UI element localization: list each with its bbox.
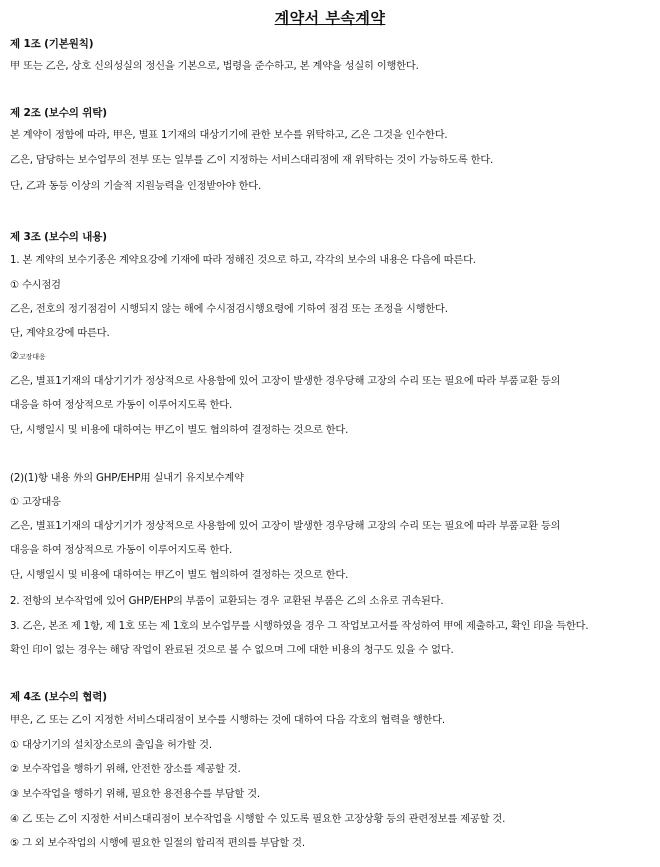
body-line: 단, 계약요강에 따른다. [10, 328, 110, 339]
body-line: 단, 乙과 동등 이상의 기술적 지원능력을 인정받아야 한다. [10, 181, 262, 192]
body-line: 대응을 하여 정상적으로 가동이 이루어지도록 한다. [10, 545, 233, 556]
body-line: ③ 보수작업을 행하기 위해, 필요한 용전용수를 부담할 것. [10, 789, 260, 800]
body-line: (2)(1)항 내용 外의 GHP/EHP用 실내기 유지보수계약 [10, 473, 244, 484]
body-line [10, 351, 45, 363]
body-line: ⑤ 그 외 보수작업의 시행에 필요한 일절의 합리적 편의를 부담할 것. [10, 838, 305, 849]
section-heading: 제 1조 (기본원칙) [10, 38, 94, 50]
body-line: 甲 또는 乙은, 상호 신의성실의 정신을 기본으로, 법령을 준수하고, 본 계약을 성실히 이행한다. [10, 61, 419, 72]
body-line: ④ 乙 또는 乙이 지정한 서비스대리점이 보수작업을 시행할 수 있도록 필요한 고장상황 등의 관련정보를 제공할 것. [10, 814, 506, 825]
body-line: 단, 시행일시 및 비용에 대하여는 甲乙이 별도 협의하여 결정하는 것으로 한다. [10, 570, 349, 581]
body-line: ① 수시점검 [10, 280, 61, 291]
body-line: 乙은, 전호의 정기점검이 시행되지 않는 해에 수시점검시행요령에 기하여 점검 또는 조정을 시행한다. [10, 304, 448, 315]
body-line: 2. 전항의 보수작업에 있어 GHP/EHP의 부품이 교환되는 경우 교환된 부품은 乙의 소유로 귀속된다. [10, 596, 444, 607]
list-marker: ② [10, 351, 19, 362]
body-line: 3. 乙은, 본조 제 1항, 제 1호 또는 제 1호의 보수업무를 시행하였을 경우 그 작업보고서를 작성하여 甲에 제출하고, 확인 印을 득한다. [10, 621, 589, 632]
body-line: 본 계약이 정함에 따라, 甲은, 별표 1기재의 대상기기에 관한 보수를 위탁하고, 乙은 그것을 인수한다. [10, 130, 448, 141]
body-line: ① 고장대응 [10, 497, 61, 508]
body-line: ② 보수작업을 행하기 위해, 안전한 장소를 제공할 것. [10, 764, 241, 775]
body-line: 甲은, 乙 또는 乙이 지정한 서비스대리점이 보수를 시행하는 것에 대하여 다음 각호의 협력을 행한다. [10, 715, 446, 726]
body-line: 乙은, 별표1기재의 대상기기가 정상적으로 사용함에 있어 고장이 발생한 경우당해 고장의 수리 또는 필요에 따라 부품교환 등의 [10, 521, 561, 532]
body-line: 乙은, 담당하는 보수업무의 전부 또는 일부를 乙이 지정하는 서비스대리점에 재 위탁하는 것이 가능하도록 한다. [10, 155, 494, 166]
body-line: ① 대상기기의 설치장소로의 출입을 허가할 것. [10, 740, 212, 751]
body-line: 乙은, 별표1기재의 대상기기가 정상적으로 사용함에 있어 고장이 발생한 경우당해 고장의 수리 또는 필요에 따라 부품교환 등의 [10, 376, 561, 387]
body-line: 대응을 하여 정상적으로 가동이 이루어지도록 한다. [10, 400, 233, 411]
small-caption: 고장대응 [18, 353, 46, 361]
body-line: 확인 印이 없는 경우는 해당 작업이 완료된 것으로 볼 수 없으며 그에 대한 비용의 청구도 있을 수 없다. [10, 645, 454, 656]
document-title: 계약서 부속계약 [274, 9, 386, 27]
body-line: 1. 본 계약의 보수기종은 계약요강에 기재에 따라 정해진 것으로 하고, 각각의 보수의 내용은 다음에 따른다. [10, 255, 476, 266]
section-heading: 제 3조 (보수의 내용) [10, 231, 107, 243]
section-heading: 제 4조 (보수의 협력) [10, 691, 107, 703]
body-line: 단, 시행일시 및 비용에 대하여는 甲乙이 별도 협의하여 결정하는 것으로 한다. [10, 425, 349, 436]
section-heading: 제 2조 (보수의 위탁) [10, 107, 107, 119]
